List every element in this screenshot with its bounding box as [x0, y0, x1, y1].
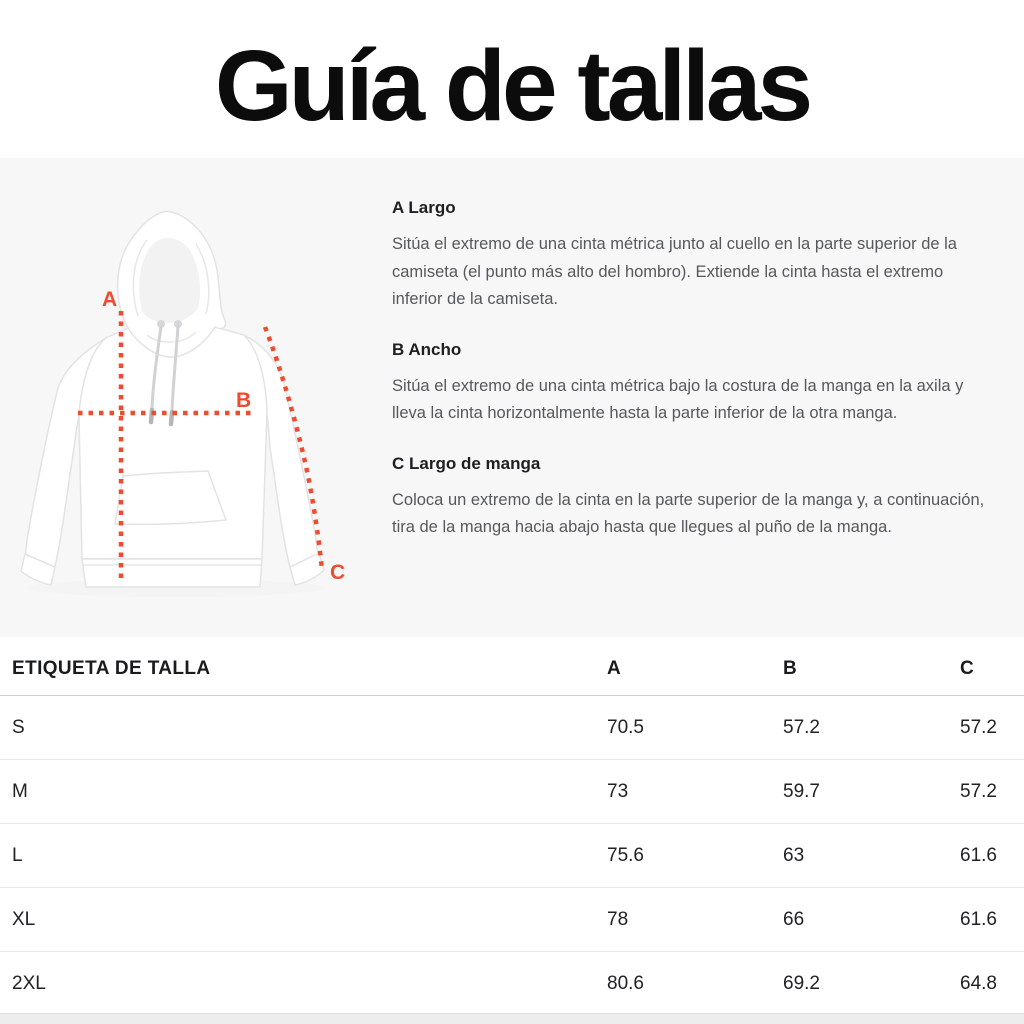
page-title: Guía de tallas — [214, 30, 810, 142]
instructions-column — [392, 158, 1004, 637]
table-row-s — [0, 696, 1024, 760]
hoodie-pocket — [115, 471, 226, 524]
hoodie-illustration — [10, 186, 390, 636]
hoodie-aglet-right — [171, 412, 172, 424]
instruction-body-c: Coloca un extremo de la cinta en la parte superior de la manga y, a continuación, tira de la manga hacia abajo hasta que llegues al puño de la manga. — [392, 490, 985, 536]
column-header-c: C — [948, 637, 1024, 696]
column-header-a: A — [595, 637, 771, 696]
measurement-label-b: B — [236, 389, 252, 412]
size-label: S — [0, 696, 595, 760]
instruction-heading-c: C Largo de manga — [392, 453, 541, 473]
size-label: 2XL — [12, 973, 46, 994]
size-label: M — [0, 760, 595, 824]
measurement-label-a: A — [102, 288, 118, 311]
value-a: 78 — [595, 888, 771, 952]
value-c: 61.6 — [948, 824, 1024, 888]
instruction-heading-b: B Ancho — [392, 339, 462, 359]
hoodie-hem — [82, 559, 262, 587]
instruction-heading-a: A Largo — [392, 198, 456, 217]
value-a: 70.5 — [595, 696, 771, 760]
value-a: 73 — [595, 760, 771, 824]
table-row-l — [0, 824, 1024, 888]
measurement-guide-section — [0, 158, 1024, 637]
table-row-xl — [0, 888, 1024, 952]
size-label: L — [0, 824, 595, 888]
instruction-section-b — [392, 340, 988, 428]
size-label: XL — [0, 888, 595, 952]
title-section — [0, 0, 1024, 158]
instruction-body-a: Sitúa el extremo de una cinta métrica junto al cuello en la parte superior de la camiseta (el punto más alto del hombro). Extiende la cinta hasta el extremo inferior de la camiseta. — [392, 235, 957, 308]
instruction-section-c — [392, 454, 988, 542]
size-table — [0, 637, 1024, 1015]
value-b: 59.7 — [771, 760, 948, 824]
value-a: 75.6 — [595, 824, 771, 888]
table-row-m — [0, 760, 1024, 824]
table-row-2xl — [0, 952, 1024, 1016]
instruction-section-a — [392, 198, 988, 314]
instruction-body-b: Sitúa el extremo de una cinta métrica bajo la costura de la manga en la axila y lleva la cinta horizontalmente hasta la parte inferior de la otra manga. — [392, 376, 964, 422]
column-header-b: B — [771, 637, 948, 696]
column-header-size-label: ETIQUETA DE TALLA — [0, 637, 595, 696]
size-table-section — [0, 637, 1024, 1015]
value-a: 80.6 — [607, 973, 644, 994]
value-b: 66 — [771, 888, 948, 952]
next-section-divider — [0, 1013, 1024, 1024]
value-c: 61.6 — [948, 888, 1024, 952]
value-b: 63 — [771, 824, 948, 888]
hoodie-figure — [0, 158, 392, 637]
value-b: 69.2 — [783, 973, 820, 994]
measurement-label-c: C — [330, 561, 346, 584]
value-c: 57.2 — [948, 760, 1024, 824]
value-b: 57.2 — [771, 696, 948, 760]
size-table-header-row — [0, 637, 1024, 696]
value-c: 57.2 — [948, 696, 1024, 760]
value-c: 64.8 — [960, 973, 997, 994]
